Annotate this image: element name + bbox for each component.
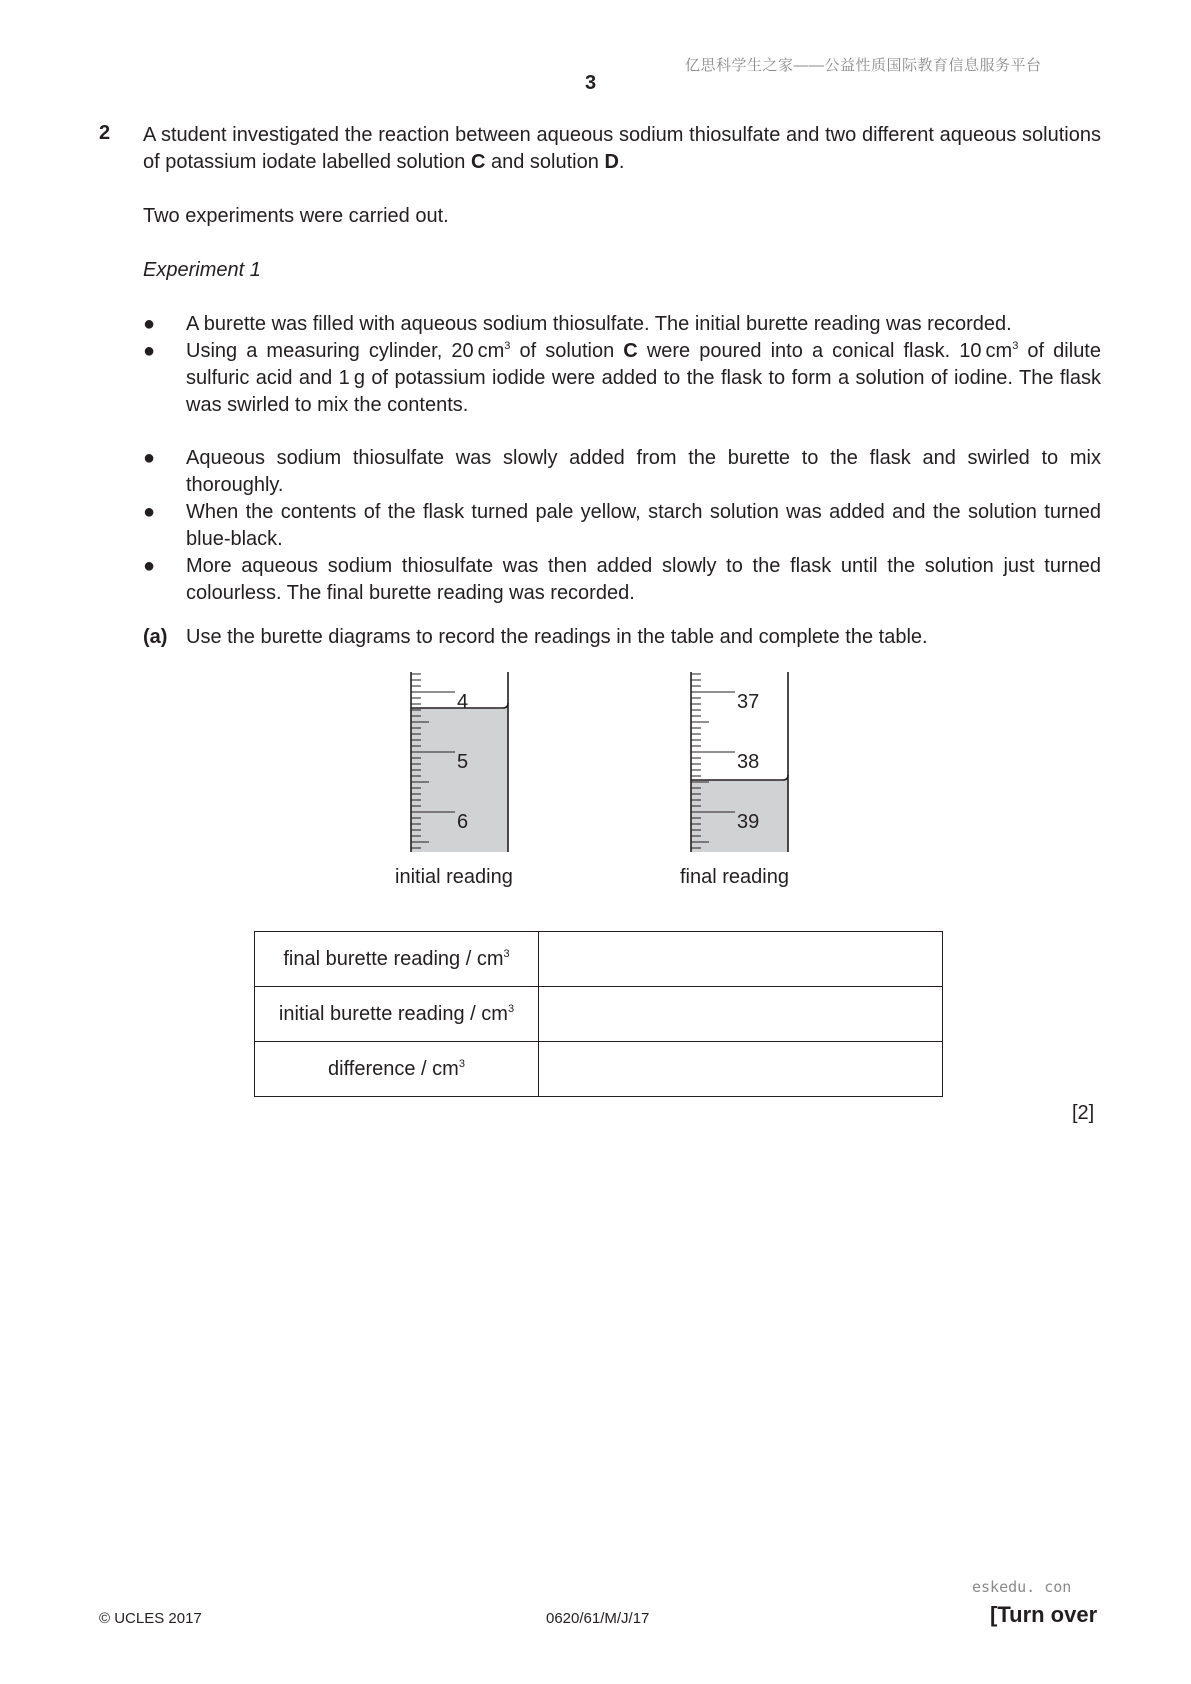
bullet-icon: ● <box>143 313 156 335</box>
paper-code: 0620/61/M/J/17 <box>546 1610 650 1627</box>
header-watermark: 亿思科学生之家——公益性质国际教育信息服务平台 <box>685 57 1042 74</box>
page-number: 3 <box>585 72 597 94</box>
experiment-heading: Experiment 1 <box>143 259 261 281</box>
initial-reading-input[interactable] <box>539 987 943 1042</box>
final-reading-input[interactable] <box>539 932 943 987</box>
initial-burette-diagram <box>395 672 535 854</box>
table-row <box>255 932 943 987</box>
initial-label-4: 4 <box>457 691 469 713</box>
bullet-icon: ● <box>143 555 156 577</box>
initial-label-6: 6 <box>457 811 469 833</box>
copyright: © UCLES 2017 <box>99 1610 202 1627</box>
bullet-icon: ● <box>143 340 156 362</box>
turn-over: [Turn over <box>990 1602 1098 1627</box>
part-a-text: Use the burette diagrams to record the readings in the table and complete the table. <box>186 626 928 648</box>
table-row <box>255 987 943 1042</box>
bullet-icon: ● <box>143 501 156 523</box>
marks-allocation: [2] <box>1072 1102 1095 1124</box>
final-burette-diagram <box>675 672 815 854</box>
final-reading-label: final burette reading / $cm^3$ <box>255 932 539 987</box>
initial-label-5: 5 <box>457 751 469 773</box>
table-row <box>255 1042 943 1097</box>
final-label-38: 38 <box>737 751 760 773</box>
final-label-39: 39 <box>737 811 760 833</box>
solution-c-label: C <box>471 151 486 173</box>
bullet-2-text: Using a measuring cylinder, 20 $cm^3$ of solution C were poured into a conical flask. 10 $cm^3$ of dilute sulfuric acid and 1 g of potassium iodide were added to the flask to form a solution of iodine. The flask was swirled to mix the contents. <box>186 340 1102 416</box>
initial-reading-label: initial burette reading / $cm^3$ <box>255 987 539 1042</box>
difference-input[interactable] <box>539 1042 943 1097</box>
results-table <box>254 931 943 1097</box>
question-number: 2 <box>99 122 111 144</box>
final-reading-caption: final reading <box>680 866 789 888</box>
part-a-label: (a) <box>143 626 168 648</box>
bullet-icon: ● <box>143 447 156 469</box>
initial-reading-caption: initial reading <box>395 866 513 888</box>
footer-watermark: eskedu. con <box>972 1578 1072 1596</box>
experiments-text: Two experiments were carried out. <box>143 205 449 227</box>
final-meniscus <box>691 775 788 780</box>
question-intro: A student investigated the reaction between aqueous sodium thiosulfate and two different aqueous solutions of potassium iodate labelled solution C and solution D. <box>143 124 1101 173</box>
solution-d-label: D <box>604 151 619 173</box>
final-label-37: 37 <box>737 691 760 713</box>
difference-label: difference / $cm^3$ <box>255 1042 539 1097</box>
